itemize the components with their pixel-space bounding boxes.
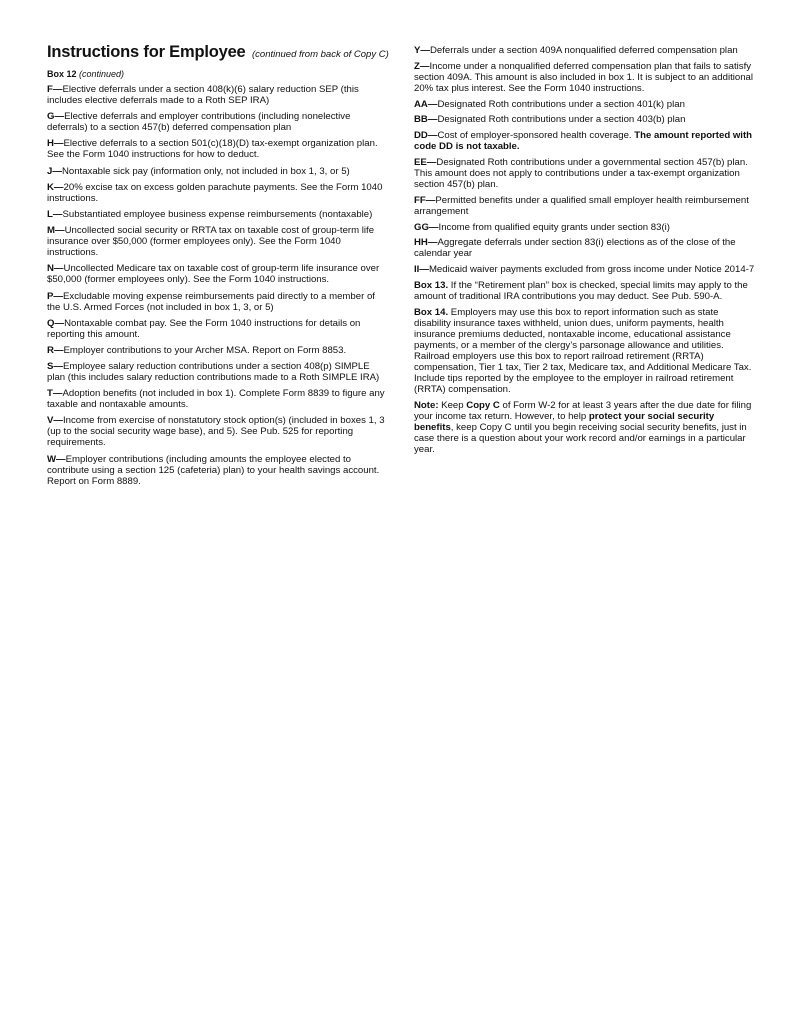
box13-text: If the “Retirement plan” box is checked, special limits may apply to the amount of traditional IRA contributions you may deduct. See Pub. 590-A. [414,279,748,302]
box14-paragraph [414,307,756,395]
entry-text: Elective deferrals and employer contributions (including nonelective deferrals) to a section 457(b) deferred compensation plan [47,111,351,134]
entry-text: Income from exercise of nonstatutory stock option(s) (included in boxes 1, 3 (up to the social security wage base), and 5). See Pub. 525 for reporting requirements. [47,415,385,449]
entry-text: Designated Roth contributions under a governmental section 457(b) plan. This amount does not apply to contributions under a tax-exempt organization section 457(b) plan. [414,156,748,190]
code-entry-q [47,318,389,340]
code-entry-k [47,182,389,204]
code-entry-hh [414,237,756,259]
entry-code: R— [47,344,64,356]
entry-text: Elective deferrals to a section 501(c)(18)(D) tax-exempt organization plan. See the Form 1040 instructions for how to deduct. [47,138,378,161]
entry-strong-text: The amount reported with code DD is not taxable. [414,130,753,153]
entry-code: H— [47,138,64,150]
entry-code: FF— [414,194,436,206]
entry-code: Q— [47,317,65,329]
code-entry-ff [414,195,756,217]
note-bold-copy-c: Copy C [466,399,500,411]
page-title [47,42,389,65]
right-column [414,45,756,459]
entry-text: Employer contributions (including amounts the employee elected to contribute using a section 125 (cafeteria) plan) to your health savings account. Report on Form 8889. [47,453,380,487]
entry-text: Employee salary reduction contributions under a section 408(p) SIMPLE plan (this includes salary reduction contributions made to a Roth SIMPLE IRA) [47,361,380,384]
box13-paragraph [414,280,756,302]
entry-text: Adoption benefits (not included in box 1). Complete Form 8839 to figure any taxable and nontaxable amounts. [47,388,385,411]
entry-text: Nontaxable sick pay (information only, not included in box 1, 3, or 5) [61,165,350,177]
code-entry-s [47,361,389,383]
entry-text: Cost of employer-sponsored health coverage. [437,130,635,142]
code-entry-g [47,111,389,133]
left-column [47,42,389,492]
code-entry-t [47,388,389,410]
entry-code: G— [47,111,65,123]
entry-code: Z— [414,60,430,72]
note-label: Note: [414,399,439,411]
entry-text: Elective deferrals under a section 408(k)(6) salary reduction SEP (this includes elective deferrals made to a Roth SEP IRA) [47,84,359,106]
code-entry-dd [414,130,756,152]
note-text-1: Keep [438,399,467,411]
code-entry-m [47,225,389,258]
entry-text: 20% excise tax on excess golden parachute payments. See the Form 1040 instructions. [47,181,383,204]
entry-text: Medicaid waiver payments excluded from gross income under Notice 2014-7 [428,264,755,276]
entry-text: Designated Roth contributions under a section 403(b) plan [437,114,686,126]
subheading-label: Box 12 [47,69,77,79]
code-entry-v [47,415,389,448]
code-entry-p [47,291,389,313]
code-entry-y [414,45,756,56]
entry-code: BB— [414,114,438,126]
entry-code: M— [47,225,65,237]
code-entry-l [47,209,389,220]
box13-label: Box 13. [414,279,449,291]
entry-text: Uncollected social security or RRTA tax on taxable cost of group-term life insurance over $50,000 (former employees only). See the Form 1040 instructions. [47,225,375,259]
box12-subheading [47,69,389,80]
note-bold-protect: protect your social security benefits [414,410,715,433]
entry-text: Employer contributions to your Archer MSA. Report on Form 8853. [63,344,347,356]
box14-text: Employers may use this box to report information such as state disability insurance taxes withheld, union dues, uniform payments, health insurance premiums deducted, nontaxable income, educational assistance payments, or a member of the clergy’s parsonage allowance and utilities. Railroad employers use this box to report railroad retirement (RRTA) compensation, Tier 1 tax, Tier 2 tax, Medicare tax, and Additional Medicare Tax. Include tips reported by the employee to the employer in railroad retirement (RRTA) compensation. [414,306,752,395]
code-entry-w [47,454,389,487]
note-text-3: , keep Copy C until you begin receiving social security benefits, just in case there is a question about your work record and/or earnings in a particular year. [414,421,747,455]
entry-code: P— [47,290,63,302]
entry-text: Excludable moving expense reimbursements paid directly to a member of the U.S. Armed Forces (not included in box 1, 3, or 5) [47,290,375,313]
code-entry-gg [414,222,756,233]
entry-code: J— [47,165,62,177]
entry-text: Permitted benefits under a qualified small employer health reimbursement arrangement [414,194,749,217]
entry-text: Substantiated employee business expense reimbursements (nontaxable) [62,208,373,220]
entry-code: W— [47,453,66,465]
entry-text: Income from qualified equity grants under section 83(i) [438,221,670,233]
entry-text: Income under a nonqualified deferred compensation plan that fails to satisfy section 409A. This amount is also included in box 1. It is subject to an additional 20% tax plus interest. See the Form 1040 instructions. [414,60,754,94]
entry-code: N— [47,263,64,275]
code-entry-h [47,138,389,160]
code-entry-bb [414,114,756,125]
entry-text: Designated Roth contributions under a section 401(k) plan [437,98,685,110]
entry-code: EE— [414,156,437,168]
entry-code: S— [47,361,63,373]
entry-code: K— [47,181,64,193]
code-entry-ii [414,264,756,275]
title-main: Instructions for Employee [47,43,246,61]
entry-code: V— [47,415,63,427]
code-entry-ee [414,157,756,190]
code-entry-z [414,61,756,94]
box14-label: Box 14. [414,306,449,318]
code-entry-f [47,84,389,106]
entry-code: T— [47,388,63,400]
code-entry-r [47,345,389,356]
note-text-2: of Form W-2 for at least 3 years after the due date for filing your income tax return. However, to help [414,399,752,422]
entry-code: L— [47,208,63,220]
code-entry-n [47,263,389,285]
entry-code: HH— [414,237,438,249]
entry-code: F— [47,84,63,95]
entry-text: Aggregate deferrals under section 83(i) elections as of the close of the calendar year [414,237,736,260]
entry-code: Y— [414,45,430,56]
entry-code: II— [414,264,429,276]
entry-text: Uncollected Medicare tax on taxable cost of group-term life insurance over $50,000 (former employees only). See the Form 1040 instructions. [47,263,380,286]
entry-text: Nontaxable combat pay. See the Form 1040 instructions for details on reporting this amount. [47,317,361,340]
entry-code: AA— [414,98,438,110]
note-paragraph [414,400,756,455]
code-entry-aa [414,99,756,110]
entry-code: DD— [414,130,438,142]
entry-code: GG— [414,221,439,233]
entry-text: Deferrals under a section 409A nonqualified deferred compensation plan [430,45,738,56]
subheading-note: (continued) [79,69,125,79]
code-entry-j [47,166,389,177]
title-note: (continued from back of Copy C) [252,49,389,60]
